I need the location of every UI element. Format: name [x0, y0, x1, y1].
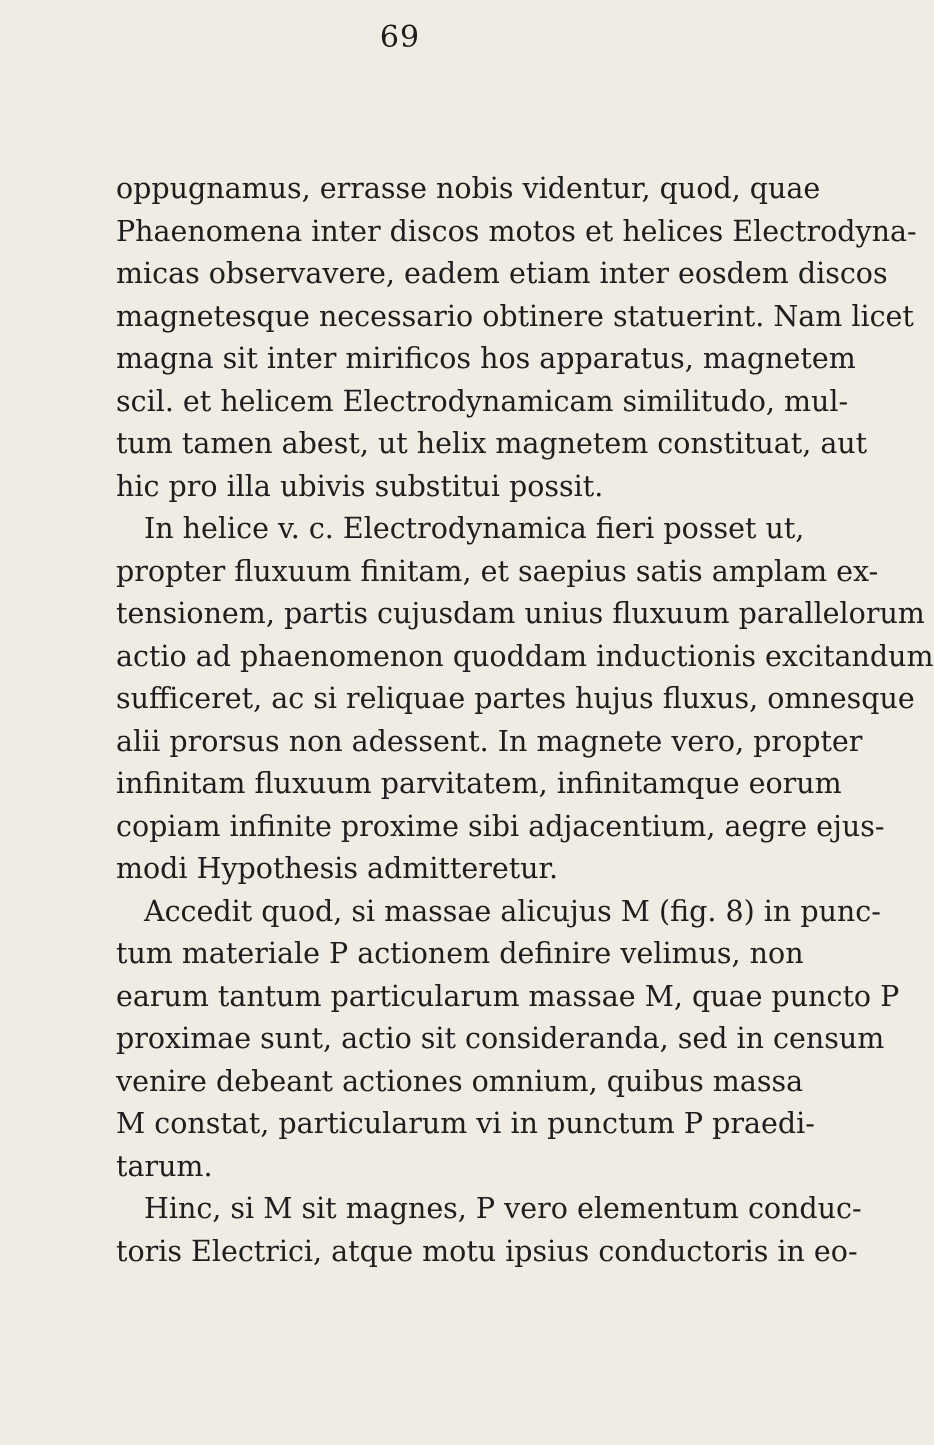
text-line: infinitam fluxuum parvitatem, infinitamque eorum: [116, 767, 842, 800]
text-line: earum tantum particularum massae M, quae puncto P: [116, 979, 900, 1013]
text-line: hic pro illa ubivis substitui possit.: [116, 469, 604, 503]
text-line: M constat, particularum vi in punctum P praedi-: [116, 1107, 815, 1140]
text-line: venire debeant actiones omnium, quibus massa: [116, 1064, 804, 1098]
text-line: tum tamen abest, ut helix magnetem constituat, aut: [116, 427, 868, 460]
text-line: tensionem, partis cujusdam unius fluxuum parallelorum: [116, 597, 925, 630]
text-line: oppugnamus, errasse nobis videntur, quod, quae: [116, 172, 821, 205]
text-line: magna sit inter mirificos hos apparatus, magnetem: [116, 342, 856, 375]
text-line: toris Electrici, atque motu ipsius conductoris in eo-: [116, 1234, 858, 1268]
text-line: alii prorsus non adessent. In magnete vero, propter: [116, 724, 863, 758]
text-line: modi Hypothesis admitteretur.: [116, 852, 559, 885]
text-line: proximae sunt, actio sit consideranda, sed in censum: [116, 1022, 885, 1055]
page-number: 69: [379, 20, 421, 55]
text-line: copiam infinite proxime sibi adjacentium, aegre ejus-: [116, 809, 885, 843]
body-text: [116, 168, 934, 1273]
paragraph-start-line: Hinc, si M sit magnes, P vero elementum conduc-: [144, 1192, 862, 1225]
paragraph-start-line: Accedit quod, si massae alicujus M (fig. 8) in punc-: [144, 894, 881, 928]
text-line: propter fluxuum finitam, et saepius satis amplam ex-: [116, 554, 879, 588]
paragraph-start-line: In helice v. c. Electrodynamica fieri posset ut,: [144, 512, 805, 545]
text-line: actio ad phaenomenon quoddam inductionis excitandum: [116, 639, 934, 673]
text-line: tarum.: [116, 1149, 213, 1183]
text-line: magnetesque necessario obtinere statuerint. Nam licet: [116, 299, 914, 333]
text-line: tum materiale P actionem definire velimus, non: [116, 937, 804, 970]
text-line: scil. et helicem Electrodynamicam similitudo, mul-: [116, 384, 849, 418]
text-line: sufficeret, ac si reliquae partes hujus fluxus, omnesque: [116, 682, 915, 715]
text-line: micas observavere, eadem etiam inter eosdem discos: [116, 257, 888, 290]
text-line: Phaenomena inter discos motos et helices Electrodyna-: [116, 214, 917, 248]
